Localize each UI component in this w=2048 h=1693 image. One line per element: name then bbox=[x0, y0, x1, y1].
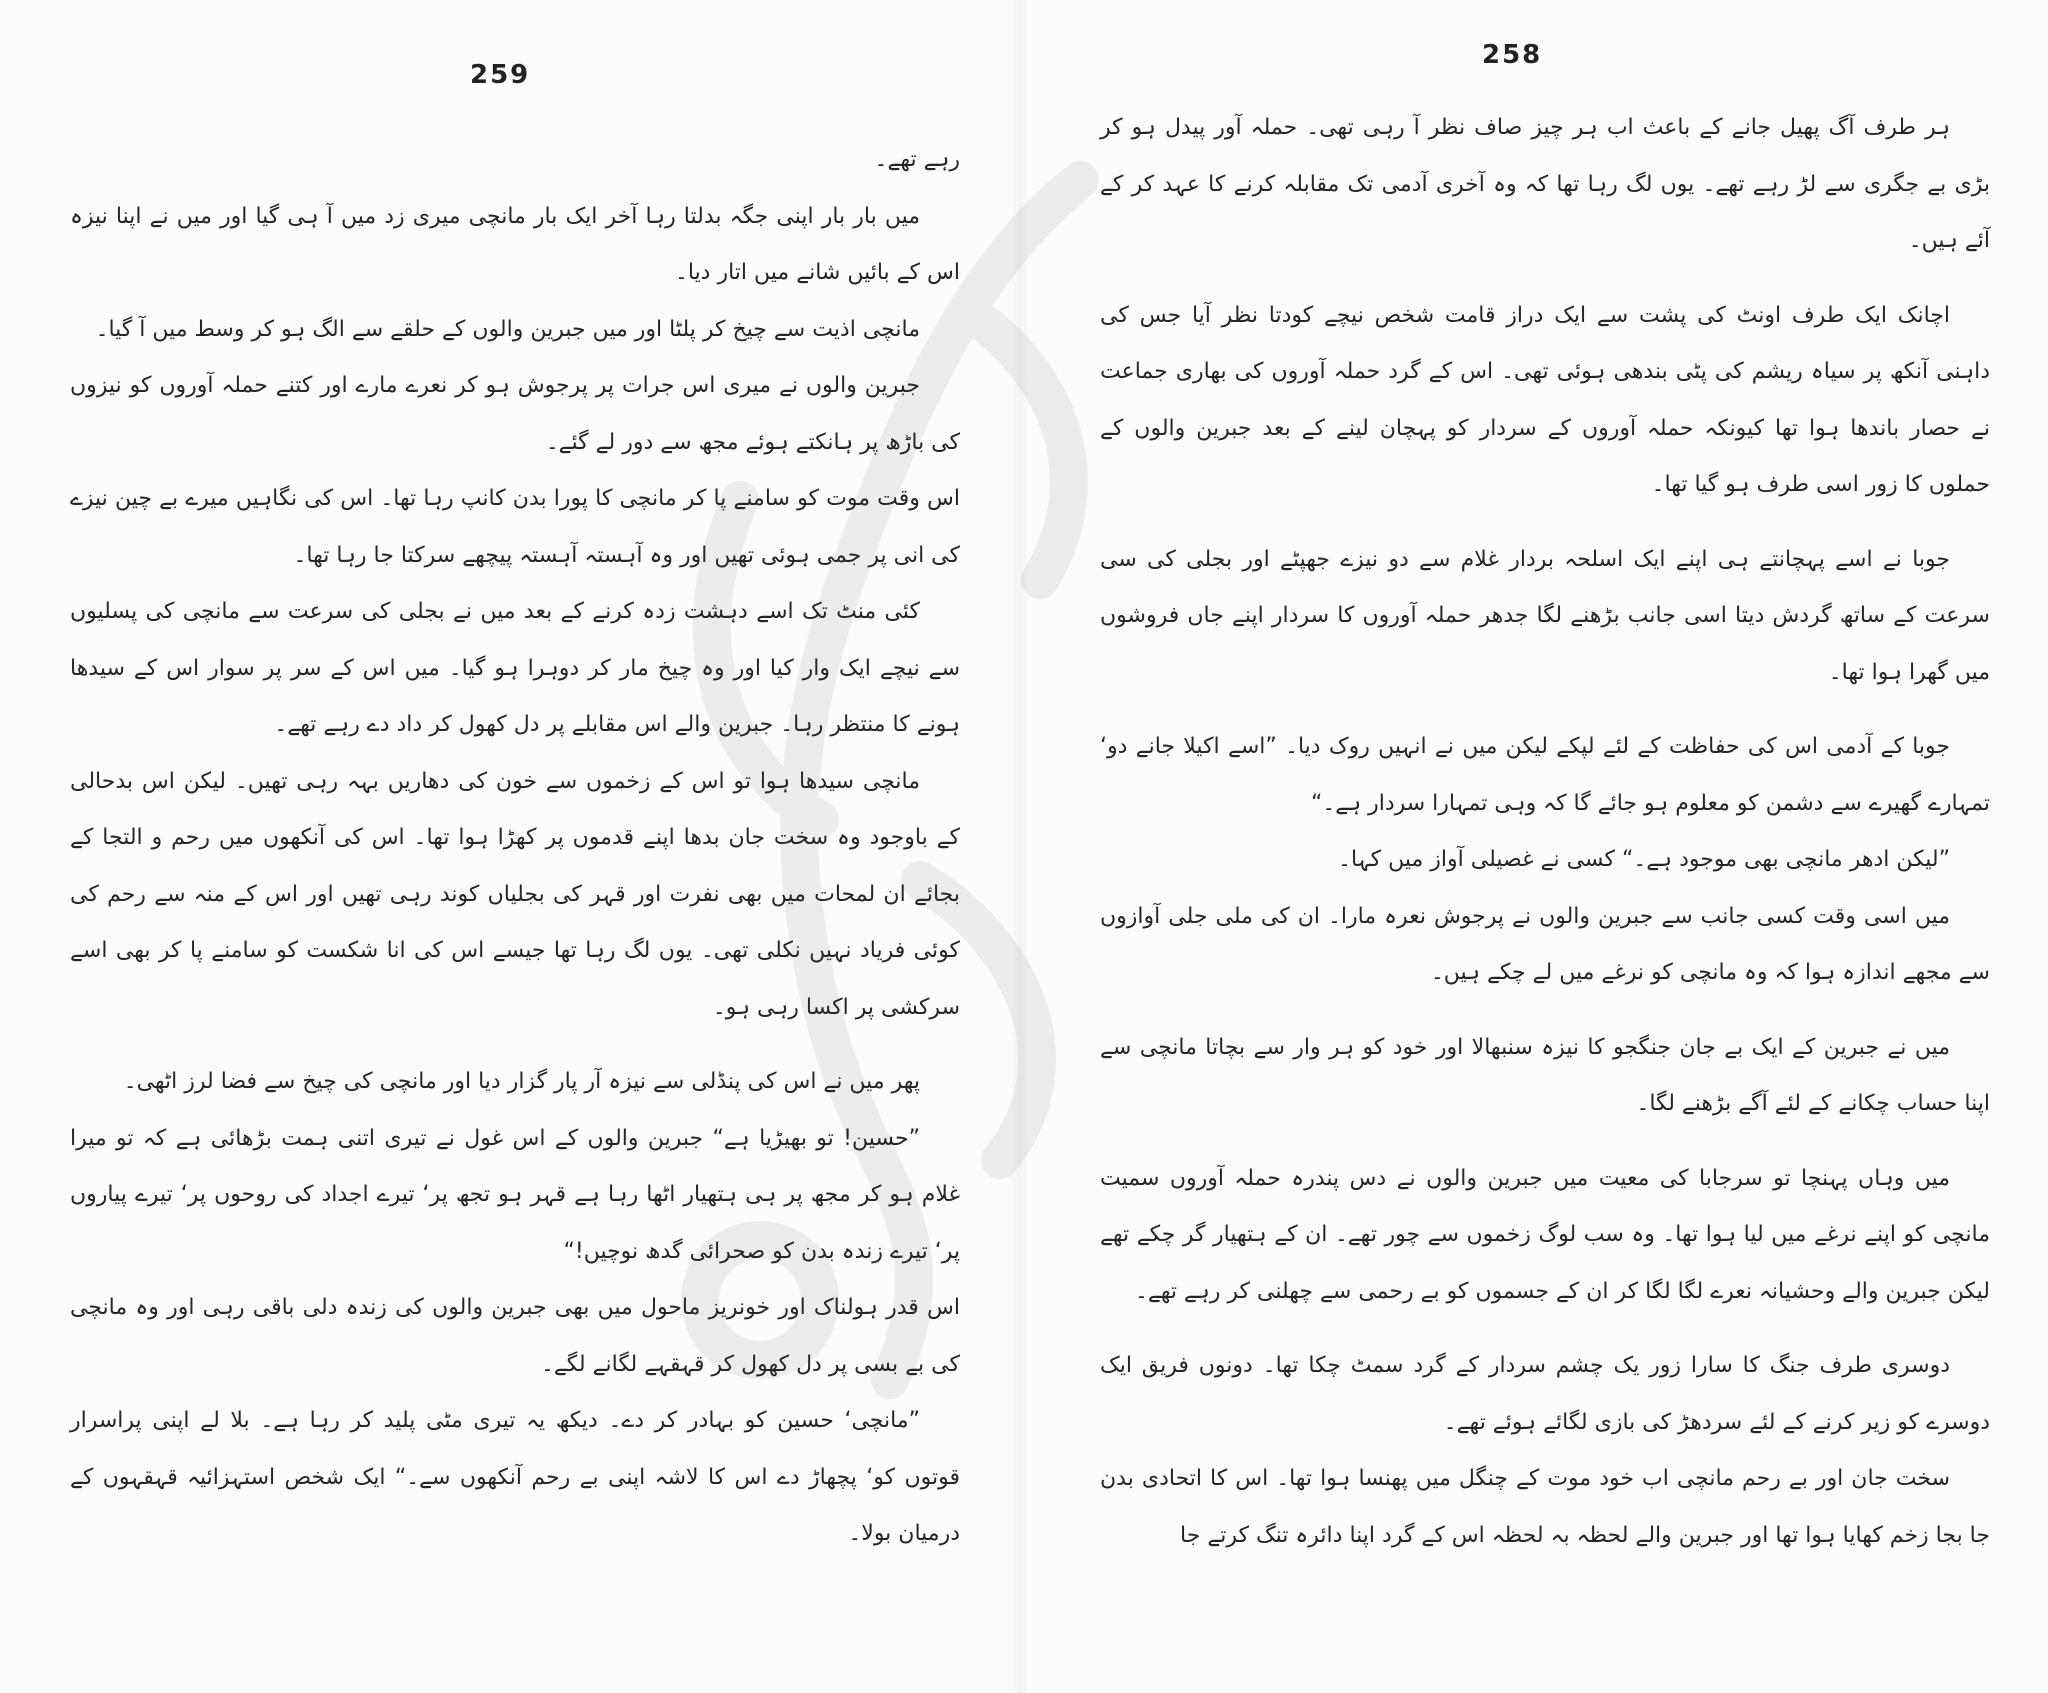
paragraph: جوبا نے اسے پہچانتے ہی اپنے ایک اسلحہ بردار غلام سے دو نیزے جھپٹے اور بجلی کی سی سرعت کے ساتھ گردش دیتا اسی جانب بڑھنے لگا جدھر حملہ آوروں کا سردار اپنے جاں فروشوں میں گھرا ہوا تھا۔ bbox=[1100, 546, 1990, 685]
paragraph: جوبا کے آدمی اس کی حفاظت کے لئے لپکے لیکن میں نے انہیں روک دیا۔ ”اسے اکیلا جانے دو‘ تمہارے گھیرے سے دشمن کو معلوم ہو جائے گا کہ وہی تمہارا سردار ہے۔“ bbox=[1100, 734, 1990, 816]
paragraph: میں اسی وقت کسی جانب سے جبرین والوں نے پرجوش نعرہ مارا۔ ان کی ملی جلی آوازوں سے مجھے اندازہ ہوا کہ وہ مانچی کو نرغے میں لے چکے ہیں۔ bbox=[1100, 903, 1990, 985]
paragraph: کئی منٹ تک اسے دہشت زدہ کرنے کے بعد میں نے بجلی کی سرعت سے مانچی کی پسلیوں سے نیچے ایک وار کیا اور وہ چیخ مار کر دوہرا ہو گیا۔ میں اس کے سر پر سوار اس کے سیدھا ہونے کا منتظر رہا۔ جبرین والے اس مقابلے پر دل کھول کر داد دے رہے تھے۔ bbox=[70, 599, 960, 737]
paragraph: اس وقت موت کو سامنے پا کر مانچی کا پورا بدن کانپ رہا تھا۔ اس کی نگاہیں میرے بے چین نیزے کی انی پر جمی ہوئی تھیں اور وہ آہستہ آہستہ پیچھے سرکتا جا رہا تھا۔ bbox=[70, 486, 960, 568]
page-text bbox=[70, 132, 960, 1563]
page-text bbox=[1100, 100, 1990, 1564]
paragraph: سخت جان اور بے رحم مانچی اب خود موت کے چنگل میں پھنسا ہوا تھا۔ اس کا اتحادی بدن جا بجا زخم کھایا ہوا تھا اور جبرین والے لحظہ بہ لحظہ اس کے گرد اپنا دائرہ تنگ کرتے جا bbox=[1100, 1466, 1990, 1548]
paragraph: جبرین والوں نے میری اس جرات پر پرجوش ہو کر نعرے مارے اور کتنے حملہ آوروں کو نیزوں کی باڑھ پر ہانکتے ہوئے مجھ سے دور لے گئے۔ bbox=[70, 373, 960, 455]
paragraph: ”لیکن ادھر مانچی بھی موجود ہے۔“ کسی نے غصیلی آواز میں کہا۔ bbox=[1338, 847, 1950, 872]
paragraph: مانچی سیدھا ہوا تو اس کے زخموں سے خون کی دھاریں بہہ رہی تھیں۔ لیکن اس بدحالی کے باوجود وہ سخت جان بدھا اپنے قدموں پر کھڑا ہوا تھا۔ اس کی آنکھوں میں رحم و التجا کے بجائے ان لمحات میں بھی نفرت اور قہر کی بجلیاں کوند رہی تھیں اور اس کے منہ سے رحم کی کوئی فریاد نہیں نکلی تھی۔ یوں لگ رہا تھا جیسے اس کی انا شکست کو سامنے پا کر بھی اسے سرکشی پر اکسا رہی ہو۔ bbox=[70, 768, 960, 1020]
paragraph: ”حسین! تو بھیڑیا ہے“ جبرین والوں کے اس غول نے تیری اتنی ہمت بڑھائی ہے کہ تو میرا غلام ہو کر مجھ پر ہی ہتھیار اٹھا رہا ہے قہر ہو تجھ پر‘ تیرے اجداد کی روحوں پر‘ تیرے پیاروں پر‘ تیرے زندہ بدن کو صحرائی گدھ نوچیں!“ bbox=[70, 1125, 960, 1264]
left-page bbox=[0, 0, 1020, 1693]
page-number: 259 bbox=[470, 60, 531, 90]
paragraph: پھر میں نے اس کی پنڈلی سے نیزہ آر پار گزار دیا اور مانچی کی چیخ سے فضا لرز اٹھی۔ bbox=[123, 1069, 920, 1094]
paragraph: ہر طرف آگ پھیل جانے کے باعث اب ہر چیز صاف نظر آ رہی تھی۔ حملہ آور پیدل ہو کر بڑی بے جگری سے لڑ رہے تھے۔ یوں لگ رہا تھا کہ وہ آخری آدمی تک مقابلہ کرنے کا عہد کر کے آئے ہیں۔ bbox=[1100, 115, 1990, 253]
page-number: 258 bbox=[1482, 40, 1543, 70]
paragraph: رہے تھے۔ bbox=[874, 147, 960, 172]
paragraph: اچانک ایک طرف اونٹ کی پشت سے ایک دراز قامت شخص نیچے کودتا نظر آیا جس کی داہنی آنکھ پر سیاہ ریشم کی پٹی بندھی ہوئی تھی۔ اس کے گرد حملہ آوروں کی بھاری جماعت نے حصار باندھا ہوا تھا کیونکہ حملہ آوروں کے سردار کو پہچان لینے کے بعد جبرین والوں کے حملوں کا زور اسی طرف ہو گیا تھا۔ bbox=[1100, 302, 1990, 497]
paragraph: میں بار بار اپنی جگہ بدلتا رہا آخر ایک بار مانچی میری زد میں آ ہی گیا اور میں نے اپنا نیزہ اس کے بائیں شانے میں اتار دیا۔ bbox=[70, 203, 960, 285]
paragraph: ”مانچی‘ حسین کو بہادر کر دے۔ دیکھ یہ تیری مٹی پلید کر رہا ہے۔ بلا لے اپنی پراسرار قوتوں کو‘ پچھاڑ دے اس کا لاشہ اپنی بے رحم آنکھوں سے۔“ ایک شخص استہزائیہ قہقہوں کے درمیان بولا۔ bbox=[70, 1408, 960, 1546]
paragraph: اس قدر ہولناک اور خونریز ماحول میں بھی جبرین والوں کی زندہ دلی باقی رہی اور وہ مانچی کی بے بسی پر دل کھول کر قہقہے لگانے لگے۔ bbox=[70, 1295, 960, 1377]
paragraph: میں نے جبرین کے ایک بے جان جنگجو کا نیزہ سنبھالا اور خود کو ہر وار سے بچاتا مانچی سے اپنا حساب چکانے کے لئے آگے بڑھنے لگا۔ bbox=[1100, 1034, 1990, 1116]
paragraph: دوسری طرف جنگ کا سارا زور یک چشم سردار کے گرد سمٹ چکا تھا۔ دونوں فریق ایک دوسرے کو زیر کرنے کے لئے سردھڑ کی بازی لگائے ہوئے تھے۔ bbox=[1100, 1353, 1990, 1435]
paragraph: مانچی اذیت سے چیخ کر پلٹا اور میں جبرین والوں کے حلقے سے الگ ہو کر وسط میں آ گیا۔ bbox=[95, 316, 920, 342]
paragraph: میں وہاں پہنچا تو سرجابا کی معیت میں جبرین والوں نے دس پندرہ حملہ آوروں سمیت مانچی کو اپنے نرغے میں لیا ہوا تھا۔ وہ سب لوگ زخموں سے چور تھے۔ ان کے ہتھیار گر چکے تھے لیکن جبرین والے وحشیانہ نعرے لگا لگا کر ان کے جسموں کو بے رحمی سے چھلنی کر رہے تھے۔ bbox=[1100, 1165, 1990, 1304]
right-page bbox=[1020, 0, 2048, 1693]
